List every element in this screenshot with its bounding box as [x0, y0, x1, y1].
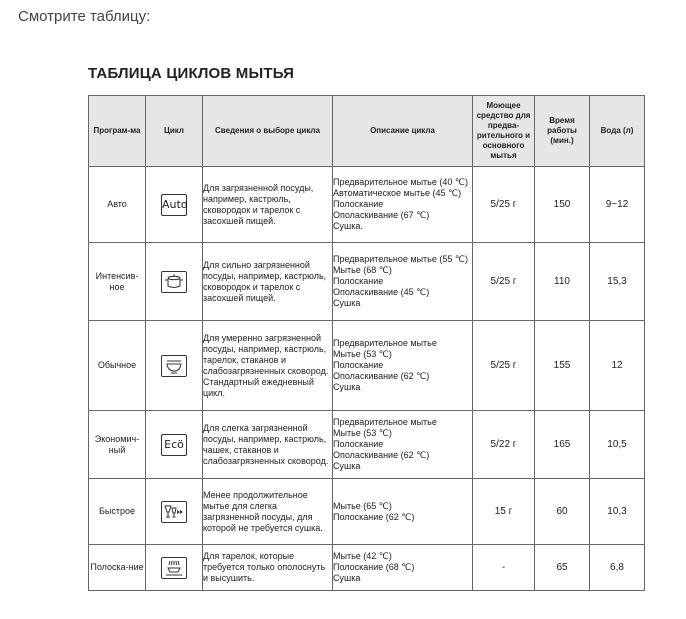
cycle-info: Для тарелок, которые требуется только ополоснуть и высушить. [203, 551, 326, 583]
description-line: Сушка [333, 573, 361, 583]
header-program-label: Програм-ма [93, 126, 141, 135]
detergent-value: 15 г [473, 479, 535, 545]
table-row [89, 243, 645, 321]
header-detergent [473, 96, 535, 167]
cycle-info: Для умеренно загрязненной посуды, например, кастрюль, тарелок, стаканов и слабозагрязненных сковород. Стандартный ежедневный цикл. [203, 332, 329, 398]
header-program [89, 96, 146, 167]
description-line: Полоскание (62 ℃) [333, 511, 415, 522]
water-value: 10,5 [590, 411, 645, 479]
program-name: Экономич-ный [89, 411, 146, 479]
description-line: Ополаскивание (45 ℃) [333, 287, 430, 297]
cycle-description [333, 321, 473, 411]
description-line: Мытье (68 ℃) [333, 265, 392, 275]
pot-icon [161, 271, 187, 293]
header-time-label: Время работы (мин.) [547, 116, 577, 145]
description-line: Сушка [333, 298, 361, 308]
header-water [590, 96, 645, 167]
water-value: 15,3 [590, 243, 645, 321]
table-header-row [89, 96, 645, 167]
description-line: Полоскание [333, 199, 384, 209]
description-line: Ополаскивание (67 ℃) [333, 210, 430, 220]
water-value: 12 [590, 321, 645, 411]
glasses-icon [161, 501, 187, 523]
header-cycle [146, 96, 203, 167]
description-line: Сушка [333, 382, 361, 392]
cycle-info: Для сильно загрязненной посуды, например, кастрюль, сковородок и тарелок с засохшей пищей. [203, 259, 327, 303]
time-value: 65 [535, 545, 590, 591]
cycle-info: Для загрязненной посуды, например, кастрюль, сковородок и тарелок с засохшей пищей. [203, 182, 314, 226]
time-value: 60 [535, 479, 590, 545]
description-line: Предварительное мытье [333, 417, 437, 427]
description-line: Мытье (42 ℃) [333, 551, 392, 561]
description-line: Полоскание (68 ℃) [333, 562, 415, 572]
cycle-description [333, 167, 473, 243]
header-water-label: Вода (л) [600, 126, 634, 135]
water-value: 10,3 [590, 479, 645, 545]
header-time [535, 96, 590, 167]
description-line: Мытье (53 ℃) [333, 428, 392, 438]
water-value: 6,8 [590, 545, 645, 591]
time-value: 150 [535, 167, 590, 243]
detergent-value: 5/25 г [473, 243, 535, 321]
header-info-label: Сведения о выборе цикла [215, 126, 320, 135]
header-detergent-label: Моющее средство для предва-рительного и основного мытья [476, 101, 531, 160]
description-line: Полоскание [333, 439, 384, 449]
description-line: Ополаскивание (62 ℃) [333, 450, 430, 460]
table-row [89, 545, 645, 591]
description-line: Предварительное мытье (40 ℃) [333, 177, 468, 187]
time-value: 155 [535, 321, 590, 411]
cycle-description [333, 479, 473, 545]
description-line: Сушка [333, 461, 361, 471]
description-line: Ополаскивание (62 ℃) [333, 371, 430, 381]
bowl-icon [161, 355, 187, 377]
table-heading: ТАБЛИЦА ЦИКЛОВ МЫТЬЯ [88, 65, 295, 82]
table-row [89, 321, 645, 411]
description-line: Полоскание [333, 276, 384, 286]
program-name: Интенсив-ное [89, 243, 146, 321]
header-description [333, 96, 473, 167]
table-row [89, 479, 645, 545]
header-info [203, 96, 333, 167]
wash-cycles-table [88, 95, 645, 591]
eco-icon: Ecö [161, 434, 187, 456]
program-name: Обычное [89, 321, 146, 411]
time-value: 110 [535, 243, 590, 321]
cycle-info: Для слегка загрязненной посуды, например, кастрюль, чашек, стаканов и слабозагрязненных сковород. [203, 422, 329, 466]
detergent-value: 5/22 г [473, 411, 535, 479]
description-line: Сушка. [333, 221, 363, 231]
cycle-description [333, 545, 473, 591]
program-name: Полоска-ние [89, 545, 146, 591]
auto-icon: Auto [161, 194, 187, 216]
rinse-icon [161, 557, 187, 579]
detergent-value: - [473, 545, 535, 591]
description-line: Предварительное мытье (55 ℃) [333, 254, 468, 264]
time-value: 165 [535, 411, 590, 479]
cycle-description [333, 411, 473, 479]
detergent-value: 5/25 г [473, 321, 535, 411]
cycle-description [333, 243, 473, 321]
description-line: Мытье (65 ℃) [333, 500, 392, 511]
table-row [89, 411, 645, 479]
intro-text: Смотрите таблицу: [18, 8, 151, 25]
header-cycle-label: Цикл [164, 126, 184, 135]
detergent-value: 5/25 г [473, 167, 535, 243]
program-name: Авто [89, 167, 146, 243]
description-line: Предварительное мытье [333, 338, 437, 348]
description-line: Полоскание [333, 360, 384, 370]
program-name: Быстрое [89, 479, 146, 545]
water-value: 9~12 [590, 167, 645, 243]
description-line: Автоматическое мытье (45 ℃) [333, 188, 462, 198]
header-description-label: Описание цикла [370, 126, 435, 135]
cycle-info: Менее продолжительное мытье для слегка загрязненной посуды, для которой не требуется сушка. [203, 489, 323, 533]
table-row [89, 167, 645, 243]
description-line: Мытье (53 ℃) [333, 349, 392, 359]
